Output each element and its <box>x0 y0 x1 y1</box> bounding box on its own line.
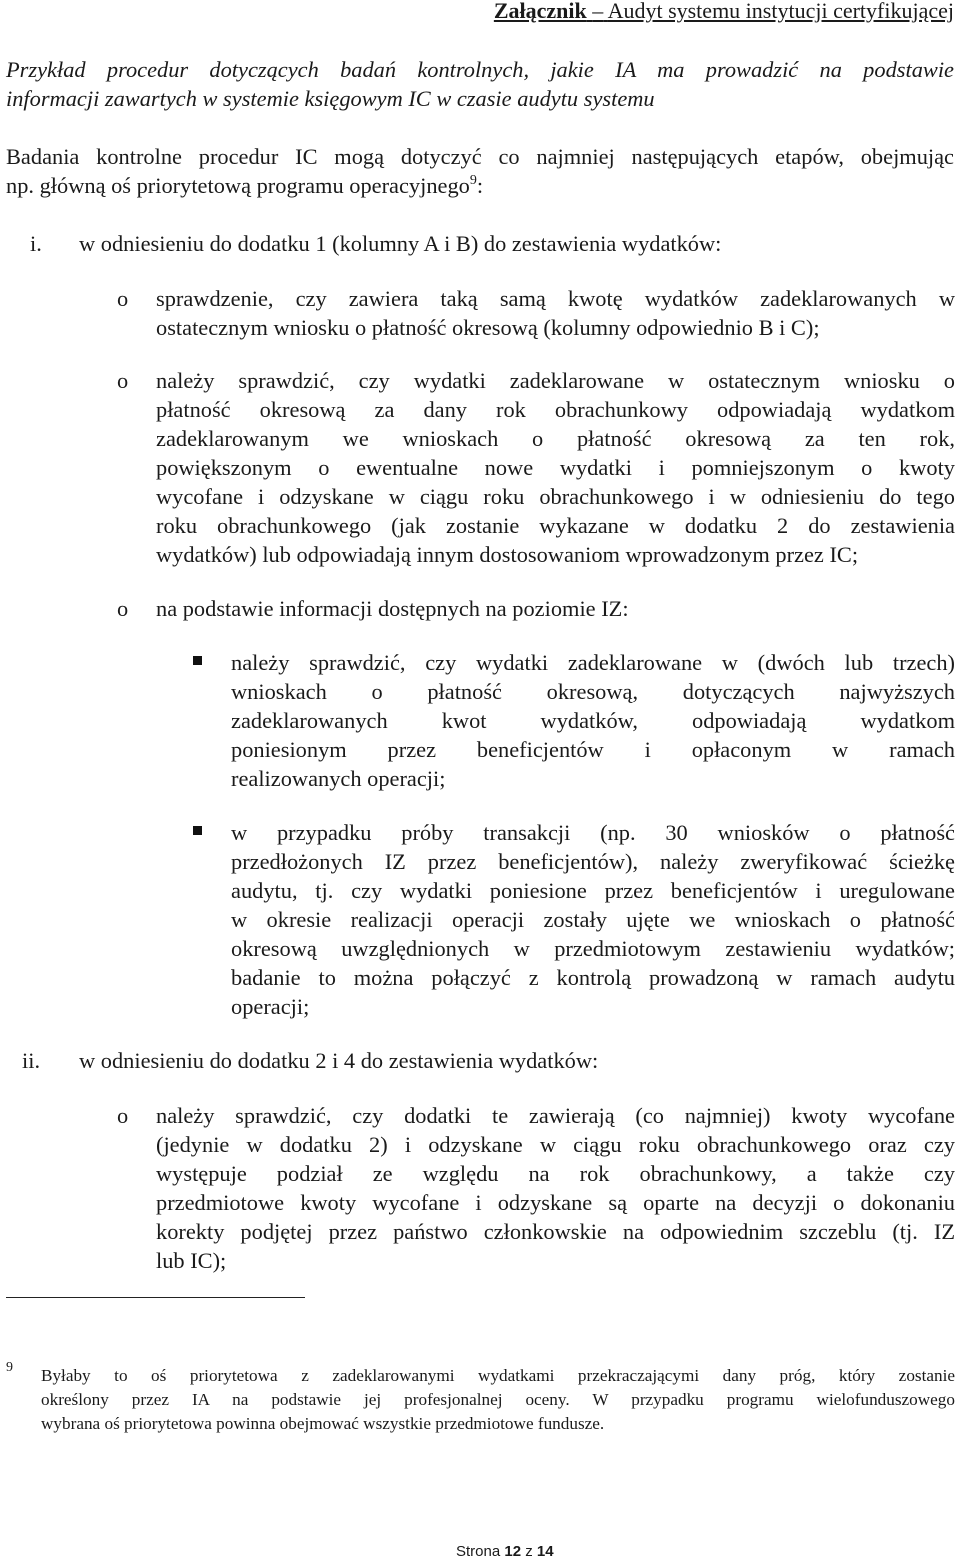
section-i-marker: i. <box>30 231 42 256</box>
section-i-sub2-line: badanie to można połączyć z kontrolą prowadzoną w ramach audytu <box>231 965 955 990</box>
square-bullet-icon <box>193 826 202 835</box>
section-i-item2-line: zadeklarowanym we wnioskach o płatność okresową za ten rok, <box>156 426 955 451</box>
circle-bullet-icon: o <box>117 286 129 311</box>
section-i-sub2-line: w przypadku próby transakcji (np. 30 wniosków o płatność <box>231 820 955 845</box>
header-label: Załącznik <box>493 0 587 23</box>
section-i-sub2-line: przedłożonych IZ przez beneficjentów), należy zweryfikować ścieżkę <box>231 849 955 874</box>
section-i-item2-line: wycofane i odzyskane w ciągu roku obrachunkowego i w odniesieniu do tego <box>156 484 955 509</box>
page-number-total: 14 <box>536 1543 554 1560</box>
section-i-sub1-line: zadeklarowanych kwot wydatków, odpowiadają wydatkom <box>231 708 955 733</box>
section-i-item1-line: ostatecznym wniosku o płatność okresową (kolumny odpowiednio B i C); <box>156 315 820 340</box>
square-bullet-icon <box>193 656 202 665</box>
section-i-item2-line: należy sprawdzić, czy wydatki zadeklarowane w ostatecznym wniosku o <box>156 368 955 393</box>
section-i-item2-line: wydatków) lub odpowiadają innym dostosowaniom wprowadzonym przez IC; <box>156 542 859 567</box>
section-ii-heading: w odniesieniu do dodatku 2 i 4 do zestawienia wydatków: <box>79 1048 599 1073</box>
section-i-item2-line: powiększonym o ewentualne nowe wydatki i pomniejszonym o kwoty <box>156 455 955 480</box>
page-header <box>494 0 954 24</box>
circle-bullet-icon: o <box>117 1103 129 1128</box>
section-ii-item1-line: korekty podjętej przez państwo członkowskie na odpowiednim szczeblu (tj. IZ <box>156 1219 955 1244</box>
section-i-heading: w odniesieniu do dodatku 1 (kolumny A i B) do zestawienia wydatków: <box>79 231 722 256</box>
page-number-prefix: Strona <box>456 1543 501 1560</box>
header-separator: – <box>592 0 604 23</box>
footnote-line: określony przez IA na podstawie jej profesjonalnej oceny. W przypadku programu wielofunduszowego <box>41 1390 955 1409</box>
footnote-divider <box>6 1297 305 1298</box>
section-i-sub1-line: wnioskach o płatność okresową, dotyczących najwyższych <box>231 679 955 704</box>
section-ii-marker: ii. <box>22 1048 41 1073</box>
header-title: Audyt systemu instytucji certyfikującej <box>607 0 954 23</box>
lead-line-2-end: : <box>476 173 484 198</box>
section-ii-item1-line: przedmiotowe kwoty wycofane i odzyskane są oparte na decyzji o dokonaniu <box>156 1190 955 1215</box>
footnote-line: Byłaby to oś priorytetowa z zadeklarowanymi wydatkami przekraczającymi dany próg, który zostanie <box>41 1366 955 1385</box>
intro-line-1: Przykład procedur dotyczących badań kontrolnych, jakie IA ma prowadzić na podstawie <box>6 57 954 82</box>
section-ii-item1-line: lub IC); <box>156 1248 227 1273</box>
section-i-item3: na podstawie informacji dostępnych na poziomie IZ: <box>156 596 629 621</box>
section-i-sub1-line: należy sprawdzić, czy wydatki zadeklarowane w (dwóch lub trzech) <box>231 650 955 675</box>
section-i-sub2-line: operacji; <box>231 994 310 1019</box>
lead-line-2-text: np. główną oś priorytetową programu operacyjnego <box>6 173 470 198</box>
lead-line-2 <box>6 171 483 200</box>
footnote-ref: 9 <box>469 173 477 188</box>
section-i-sub1-line: realizowanych operacji; <box>231 766 446 791</box>
page-number-current: 12 <box>504 1543 522 1560</box>
section-i-item2-line: roku obrachunkowego (jak zostanie wykazane w dodatku 2 do zestawienia <box>156 513 955 538</box>
circle-bullet-icon: o <box>117 596 129 621</box>
section-i-item2-line: płatność okresową za dany rok obrachunkowy odpowiadają wydatkom <box>156 397 955 422</box>
section-i-sub2-line: okresową uwzględnionych w przedmiotowym zestawieniu wydatków; <box>231 936 955 961</box>
circle-bullet-icon: o <box>117 368 129 393</box>
section-ii-item1-line: należy sprawdzić, czy dodatki te zawierają (co najmniej) kwoty wycofane <box>156 1103 955 1128</box>
footnote-number: 9 <box>6 1360 13 1375</box>
section-ii-item1-line: występuje podział ze względu na rok obrachunkowy, a także czy <box>156 1161 955 1186</box>
section-i-sub1-line: poniesionym przez beneficjentów i opłaconym w ramach <box>231 737 955 762</box>
section-i-item1-line: sprawdzenie, czy zawiera taką samą kwotę wydatków zadeklarowanych w <box>156 286 955 311</box>
section-i-sub2-line: audytu, tj. czy wydatki poniesione przez beneficjentów i uregulowane <box>231 878 955 903</box>
lead-line-1: Badania kontrolne procedur IC mogą dotyczyć co najmniej następujących etapów, obejmując <box>6 144 954 169</box>
section-ii-item1-line: (jedynie w dodatku 2) i odzyskane w ciągu roku obrachunkowego oraz czy <box>156 1132 955 1157</box>
footnote-line: wybrana oś priorytetowa powinna obejmować wszystkie przedmiotowe fundusze. <box>41 1414 605 1433</box>
page-number <box>456 1543 554 1560</box>
section-i-sub2-line: w okresie realizacji operacji zostały ujęte we wnioskach o płatność <box>231 907 955 932</box>
page-number-of: z <box>525 1543 533 1560</box>
intro-line-2: informacji zawartych w systemie księgowym IC w czasie audytu systemu <box>6 86 655 111</box>
